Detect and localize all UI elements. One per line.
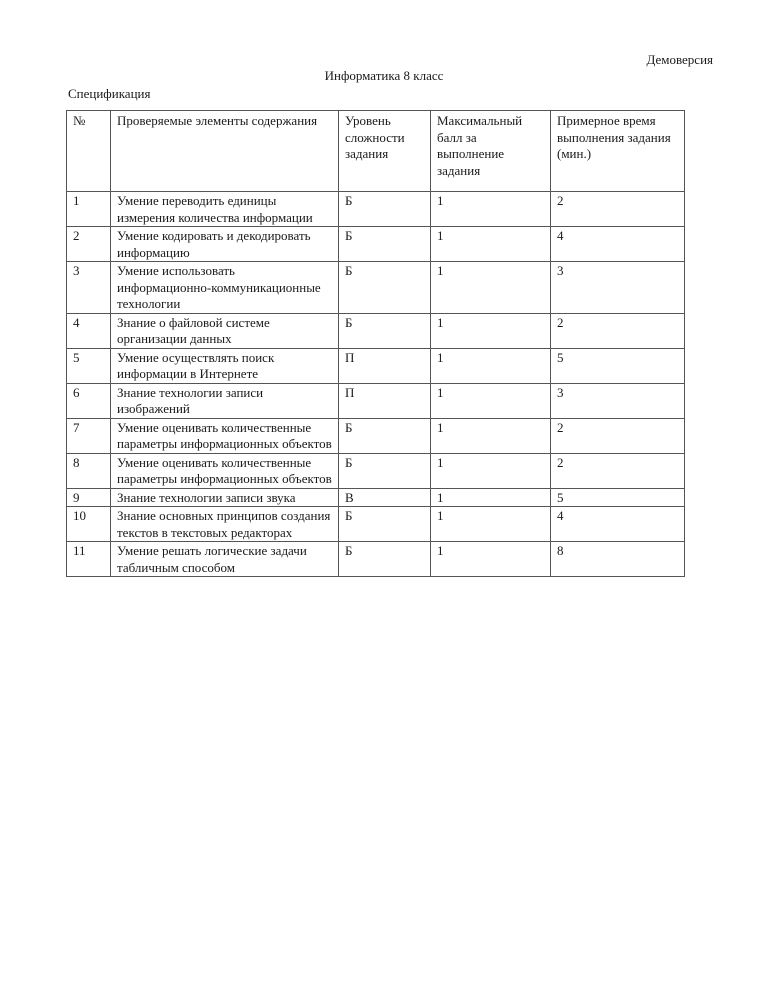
table-row <box>67 453 685 488</box>
column-header-level: Уровень сложности задания <box>339 111 431 192</box>
column-header-element: Проверяемые элементы содержания <box>111 111 339 192</box>
cell-element: Умение решать логические задачи табличным способом <box>111 542 339 577</box>
table-row <box>67 313 685 348</box>
cell-max-score: 1 <box>431 348 551 383</box>
cell-max-score: 1 <box>431 507 551 542</box>
cell-time: 5 <box>551 488 685 507</box>
cell-level: Б <box>339 418 431 453</box>
cell-element: Умение использовать информационно-коммуникационные технологии <box>111 262 339 314</box>
column-header-time: Примерное время выполнения задания (мин.) <box>551 111 685 192</box>
specification-table <box>66 110 685 577</box>
table-row <box>67 418 685 453</box>
cell-level: Б <box>339 542 431 577</box>
cell-number: 6 <box>67 383 111 418</box>
cell-max-score: 1 <box>431 418 551 453</box>
table-row <box>67 542 685 577</box>
cell-time: 2 <box>551 313 685 348</box>
cell-max-score: 1 <box>431 453 551 488</box>
cell-level: П <box>339 348 431 383</box>
cell-element: Умение оценивать количественные параметры информационных объектов <box>111 453 339 488</box>
cell-element: Знание основных принципов создания текстов в текстовых редакторах <box>111 507 339 542</box>
cell-time: 4 <box>551 507 685 542</box>
cell-time: 3 <box>551 262 685 314</box>
table-row <box>67 192 685 227</box>
table-row <box>67 227 685 262</box>
table-header-row <box>67 111 685 192</box>
cell-number: 10 <box>67 507 111 542</box>
cell-element: Умение переводить единицы измерения количества информации <box>111 192 339 227</box>
cell-max-score: 1 <box>431 192 551 227</box>
cell-level: Б <box>339 262 431 314</box>
table-row <box>67 262 685 314</box>
cell-element: Умение осуществлять поиск информации в Интернете <box>111 348 339 383</box>
cell-time: 5 <box>551 348 685 383</box>
cell-element: Умение кодировать и декодировать информацию <box>111 227 339 262</box>
cell-level: Б <box>339 313 431 348</box>
cell-number: 4 <box>67 313 111 348</box>
cell-number: 5 <box>67 348 111 383</box>
cell-time: 2 <box>551 192 685 227</box>
column-header-number: № <box>67 111 111 192</box>
page-title: Информатика 8 класс <box>324 68 444 83</box>
cell-time: 2 <box>551 453 685 488</box>
cell-max-score: 1 <box>431 488 551 507</box>
cell-max-score: 1 <box>431 313 551 348</box>
cell-max-score: 1 <box>431 227 551 262</box>
cell-level: Б <box>339 453 431 488</box>
cell-level: Б <box>339 192 431 227</box>
cell-number: 9 <box>67 488 111 507</box>
table-row <box>67 348 685 383</box>
cell-number: 7 <box>67 418 111 453</box>
cell-max-score: 1 <box>431 262 551 314</box>
cell-element: Знание технологии записи изображений <box>111 383 339 418</box>
cell-level: Б <box>339 507 431 542</box>
cell-element: Знание технологии записи звука <box>111 488 339 507</box>
table-row <box>67 383 685 418</box>
cell-max-score: 1 <box>431 542 551 577</box>
cell-number: 2 <box>67 227 111 262</box>
cell-element: Умение оценивать количественные параметры информационных объектов <box>111 418 339 453</box>
cell-number: 8 <box>67 453 111 488</box>
demo-version-label: Демоверсия <box>646 52 713 67</box>
specification-label: Спецификация <box>68 86 151 101</box>
table-row <box>67 488 685 507</box>
cell-number: 3 <box>67 262 111 314</box>
cell-max-score: 1 <box>431 383 551 418</box>
cell-element: Знание о файловой системе организации данных <box>111 313 339 348</box>
cell-time: 2 <box>551 418 685 453</box>
cell-number: 1 <box>67 192 111 227</box>
table-row <box>67 507 685 542</box>
cell-time: 8 <box>551 542 685 577</box>
cell-level: В <box>339 488 431 507</box>
cell-level: Б <box>339 227 431 262</box>
column-header-max-score: Максимальный балл за выполнение задания <box>431 111 551 192</box>
cell-number: 11 <box>67 542 111 577</box>
cell-level: П <box>339 383 431 418</box>
cell-time: 4 <box>551 227 685 262</box>
cell-time: 3 <box>551 383 685 418</box>
